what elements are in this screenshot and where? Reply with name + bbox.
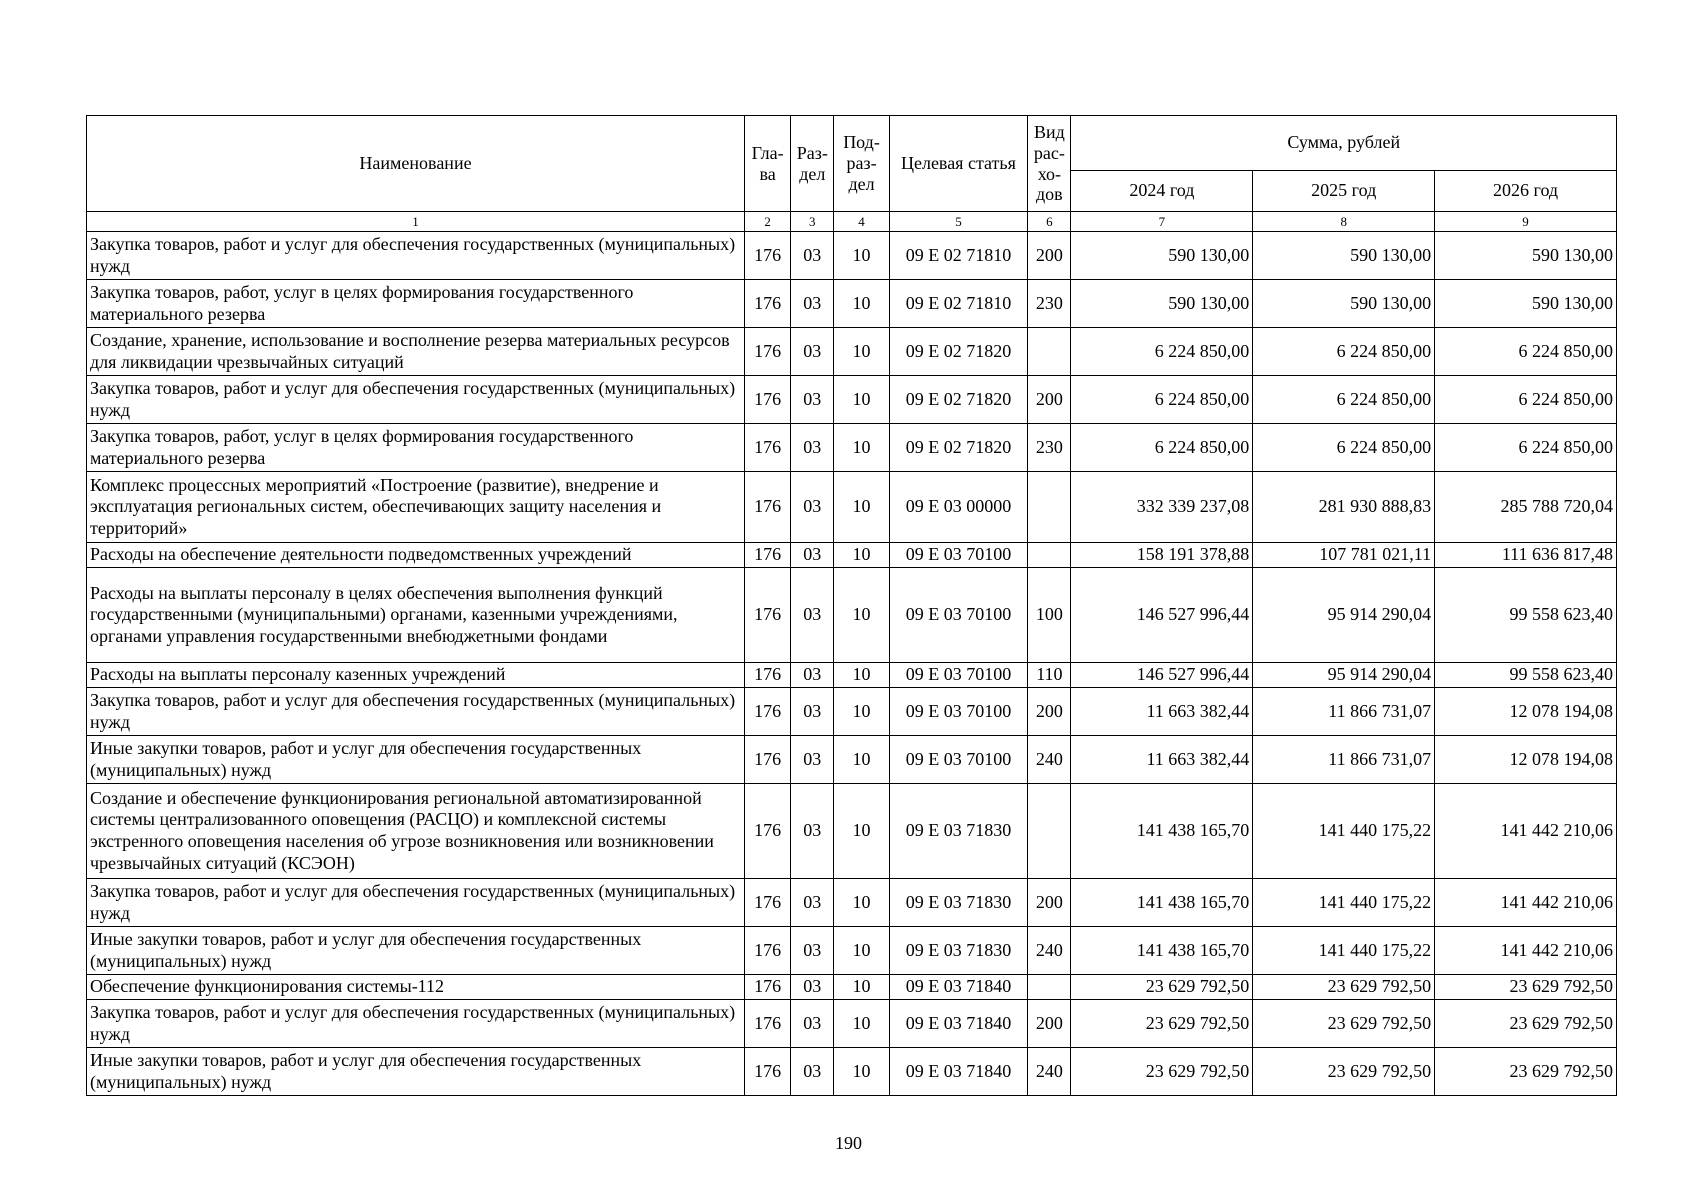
cell-target: 09 Е 03 71830 — [889, 927, 1028, 975]
cell-glava: 176 — [745, 1000, 791, 1048]
cell-glava: 176 — [745, 927, 791, 975]
table-row — [87, 736, 1617, 784]
cell-name: Закупка товаров, работ, услуг в целях формирования государственного материального резерва — [87, 280, 745, 328]
cell-amount-2025: 6 224 850,00 — [1253, 424, 1435, 472]
cell-name: Иные закупки товаров, работ и услуг для обеспечения государственных (муниципальных) нужд — [87, 1048, 745, 1096]
cell-amount-2026: 23 629 792,50 — [1435, 975, 1617, 1000]
cell-target: 09 Е 02 71810 — [889, 232, 1028, 280]
table-row — [87, 280, 1617, 328]
cell-target: 09 Е 03 71830 — [889, 879, 1028, 927]
cell-name: Обеспечение функционирования системы-112 — [87, 975, 745, 1000]
cell-amount-2026: 590 130,00 — [1435, 232, 1617, 280]
cell-razdel: 03 — [791, 328, 834, 376]
cell-target: 09 Е 03 70100 — [889, 543, 1028, 568]
cell-glava: 176 — [745, 232, 791, 280]
table-row — [87, 424, 1617, 472]
cell-target: 09 Е 02 71820 — [889, 328, 1028, 376]
table-row — [87, 975, 1617, 1000]
table-row — [87, 376, 1617, 424]
cell-target: 09 Е 03 70100 — [889, 568, 1028, 663]
cell-razdel: 03 — [791, 688, 834, 736]
cell-vid: 240 — [1028, 1048, 1071, 1096]
cell-name: Комплекс процессных мероприятий «Построение (развитие), внедрение и эксплуатация региональных систем, обеспечивающих защиту населения и территорий» — [87, 472, 745, 543]
cell-vid: 240 — [1028, 736, 1071, 784]
table-row — [87, 663, 1617, 688]
cell-vid: 200 — [1028, 879, 1071, 927]
header-target: Целевая статья — [889, 116, 1028, 212]
cell-podrazdel: 10 — [834, 280, 889, 328]
cell-razdel: 03 — [791, 736, 834, 784]
cell-amount-2026: 590 130,00 — [1435, 280, 1617, 328]
cell-podrazdel: 10 — [834, 663, 889, 688]
cell-amount-2025: 141 440 175,22 — [1253, 784, 1435, 879]
cell-glava: 176 — [745, 736, 791, 784]
cell-razdel: 03 — [791, 1048, 834, 1096]
column-number: 9 — [1435, 212, 1617, 232]
cell-amount-2025: 141 440 175,22 — [1253, 927, 1435, 975]
cell-name: Иные закупки товаров, работ и услуг для обеспечения государственных (муниципальных) нужд — [87, 736, 745, 784]
cell-amount-2026: 99 558 623,40 — [1435, 663, 1617, 688]
budget-sheet — [86, 115, 1617, 1096]
cell-target: 09 Е 03 70100 — [889, 688, 1028, 736]
cell-amount-2024: 23 629 792,50 — [1071, 1048, 1253, 1096]
cell-podrazdel: 10 — [834, 784, 889, 879]
cell-amount-2026: 141 442 210,06 — [1435, 879, 1617, 927]
cell-amount-2024: 6 224 850,00 — [1071, 328, 1253, 376]
cell-vid — [1028, 543, 1071, 568]
header-year-2025: 2025 год — [1253, 171, 1435, 212]
cell-amount-2026: 6 224 850,00 — [1435, 424, 1617, 472]
cell-glava: 176 — [745, 663, 791, 688]
header-year-2026: 2026 год — [1435, 171, 1617, 212]
cell-amount-2024: 146 527 996,44 — [1071, 568, 1253, 663]
cell-razdel: 03 — [791, 927, 834, 975]
cell-target: 09 Е 03 70100 — [889, 736, 1028, 784]
cell-podrazdel: 10 — [834, 472, 889, 543]
cell-podrazdel: 10 — [834, 328, 889, 376]
cell-amount-2025: 107 781 021,11 — [1253, 543, 1435, 568]
cell-razdel: 03 — [791, 543, 834, 568]
cell-vid: 100 — [1028, 568, 1071, 663]
page-number: 190 — [835, 1133, 862, 1153]
cell-name: Расходы на выплаты персоналу в целях обеспечения выполнения функций государственными (муниципальными) органами, казенными учреждениями, органами управления государственными внебюджетными фондами — [87, 568, 745, 663]
table-row — [87, 688, 1617, 736]
column-number: 3 — [791, 212, 834, 232]
header-vid: Вид рас-хо-дов — [1028, 116, 1071, 212]
cell-amount-2026: 6 224 850,00 — [1435, 328, 1617, 376]
cell-amount-2024: 590 130,00 — [1071, 280, 1253, 328]
cell-podrazdel: 10 — [834, 879, 889, 927]
cell-vid: 240 — [1028, 927, 1071, 975]
cell-amount-2025: 95 914 290,04 — [1253, 663, 1435, 688]
cell-glava: 176 — [745, 328, 791, 376]
cell-amount-2024: 590 130,00 — [1071, 232, 1253, 280]
column-number: 4 — [834, 212, 889, 232]
header-year-2024: 2024 год — [1071, 171, 1253, 212]
table-row — [87, 1000, 1617, 1048]
cell-amount-2025: 590 130,00 — [1253, 280, 1435, 328]
cell-amount-2024: 6 224 850,00 — [1071, 376, 1253, 424]
cell-amount-2026: 12 078 194,08 — [1435, 688, 1617, 736]
column-number: 5 — [889, 212, 1028, 232]
column-number-row — [87, 212, 1617, 232]
cell-amount-2026: 12 078 194,08 — [1435, 736, 1617, 784]
cell-target: 09 Е 02 71820 — [889, 376, 1028, 424]
table-row — [87, 543, 1617, 568]
table-body — [87, 232, 1617, 1096]
cell-name: Закупка товаров, работ и услуг для обеспечения государственных (муниципальных) нужд — [87, 879, 745, 927]
cell-vid: 110 — [1028, 663, 1071, 688]
table-row — [87, 784, 1617, 879]
cell-amount-2025: 590 130,00 — [1253, 232, 1435, 280]
cell-razdel: 03 — [791, 376, 834, 424]
cell-podrazdel: 10 — [834, 543, 889, 568]
cell-amount-2024: 146 527 996,44 — [1071, 663, 1253, 688]
cell-amount-2024: 141 438 165,70 — [1071, 784, 1253, 879]
table-row — [87, 879, 1617, 927]
cell-amount-2025: 11 866 731,07 — [1253, 688, 1435, 736]
cell-target: 09 Е 02 71810 — [889, 280, 1028, 328]
cell-name: Закупка товаров, работ и услуг для обеспечения государственных (муниципальных) нужд — [87, 376, 745, 424]
cell-podrazdel: 10 — [834, 688, 889, 736]
cell-name: Закупка товаров, работ и услуг для обеспечения государственных (муниципальных) нужд — [87, 232, 745, 280]
cell-target: 09 Е 02 71820 — [889, 424, 1028, 472]
cell-amount-2025: 11 866 731,07 — [1253, 736, 1435, 784]
cell-amount-2024: 332 339 237,08 — [1071, 472, 1253, 543]
cell-vid: 230 — [1028, 280, 1071, 328]
cell-amount-2026: 23 629 792,50 — [1435, 1048, 1617, 1096]
cell-target: 09 Е 03 71840 — [889, 1048, 1028, 1096]
cell-target: 09 Е 03 00000 — [889, 472, 1028, 543]
table-row — [87, 232, 1617, 280]
table-row — [87, 328, 1617, 376]
header-razdel: Раз-дел — [791, 116, 834, 212]
cell-target: 09 Е 03 71840 — [889, 1000, 1028, 1048]
cell-vid — [1028, 784, 1071, 879]
column-number: 1 — [87, 212, 745, 232]
cell-glava: 176 — [745, 543, 791, 568]
cell-glava: 176 — [745, 424, 791, 472]
cell-razdel: 03 — [791, 232, 834, 280]
cell-razdel: 03 — [791, 663, 834, 688]
cell-razdel: 03 — [791, 1000, 834, 1048]
cell-glava: 176 — [745, 688, 791, 736]
cell-amount-2024: 158 191 378,88 — [1071, 543, 1253, 568]
cell-amount-2026: 23 629 792,50 — [1435, 1000, 1617, 1048]
column-number: 6 — [1028, 212, 1071, 232]
cell-razdel: 03 — [791, 280, 834, 328]
cell-amount-2025: 23 629 792,50 — [1253, 1048, 1435, 1096]
column-number: 7 — [1071, 212, 1253, 232]
cell-podrazdel: 10 — [834, 1000, 889, 1048]
header-podrazdel: Под-раз-дел — [834, 116, 889, 212]
cell-name: Создание и обеспечение функционирования региональной автоматизированной системы централизованного оповещения (РАСЦО) и комплексной системы экстренного оповещения населения об угрозе возникновения или возникновении чрезвычайных ситуаций (КСЭОН) — [87, 784, 745, 879]
cell-vid: 200 — [1028, 1000, 1071, 1048]
cell-razdel: 03 — [791, 879, 834, 927]
cell-amount-2024: 6 224 850,00 — [1071, 424, 1253, 472]
table-row — [87, 927, 1617, 975]
cell-target: 09 Е 03 71840 — [889, 975, 1028, 1000]
cell-podrazdel: 10 — [834, 1048, 889, 1096]
cell-name: Закупка товаров, работ и услуг для обеспечения государственных (муниципальных) нужд — [87, 688, 745, 736]
cell-vid: 200 — [1028, 376, 1071, 424]
cell-vid — [1028, 472, 1071, 543]
cell-podrazdel: 10 — [834, 376, 889, 424]
cell-glava: 176 — [745, 784, 791, 879]
cell-amount-2024: 23 629 792,50 — [1071, 975, 1253, 1000]
cell-name: Закупка товаров, работ, услуг в целях формирования государственного материального резерва — [87, 424, 745, 472]
cell-podrazdel: 10 — [834, 568, 889, 663]
cell-vid — [1028, 328, 1071, 376]
cell-amount-2026: 141 442 210,06 — [1435, 784, 1617, 879]
cell-amount-2026: 6 224 850,00 — [1435, 376, 1617, 424]
cell-amount-2024: 141 438 165,70 — [1071, 927, 1253, 975]
cell-razdel: 03 — [791, 472, 834, 543]
cell-target: 09 Е 03 71830 — [889, 784, 1028, 879]
cell-amount-2024: 11 663 382,44 — [1071, 688, 1253, 736]
cell-vid: 230 — [1028, 424, 1071, 472]
header-glava: Гла-ва — [745, 116, 791, 212]
cell-vid — [1028, 975, 1071, 1000]
table-row — [87, 568, 1617, 663]
cell-glava: 176 — [745, 472, 791, 543]
cell-podrazdel: 10 — [834, 975, 889, 1000]
cell-podrazdel: 10 — [834, 736, 889, 784]
cell-podrazdel: 10 — [834, 927, 889, 975]
cell-glava: 176 — [745, 568, 791, 663]
cell-amount-2026: 141 442 210,06 — [1435, 927, 1617, 975]
cell-razdel: 03 — [791, 568, 834, 663]
cell-glava: 176 — [745, 975, 791, 1000]
cell-amount-2026: 111 636 817,48 — [1435, 543, 1617, 568]
cell-vid: 200 — [1028, 232, 1071, 280]
column-number: 8 — [1253, 212, 1435, 232]
cell-amount-2026: 99 558 623,40 — [1435, 568, 1617, 663]
cell-vid: 200 — [1028, 688, 1071, 736]
cell-amount-2025: 95 914 290,04 — [1253, 568, 1435, 663]
cell-amount-2025: 281 930 888,83 — [1253, 472, 1435, 543]
cell-name: Закупка товаров, работ и услуг для обеспечения государственных (муниципальных) нужд — [87, 1000, 745, 1048]
header-sum: Сумма, рублей — [1071, 116, 1617, 171]
cell-name: Иные закупки товаров, работ и услуг для обеспечения государственных (муниципальных) нужд — [87, 927, 745, 975]
cell-name: Расходы на обеспечение деятельности подведомственных учреждений — [87, 543, 745, 568]
cell-amount-2025: 23 629 792,50 — [1253, 975, 1435, 1000]
cell-podrazdel: 10 — [834, 232, 889, 280]
table-row — [87, 1048, 1617, 1096]
cell-glava: 176 — [745, 879, 791, 927]
cell-name: Расходы на выплаты персоналу казенных учреждений — [87, 663, 745, 688]
cell-glava: 176 — [745, 376, 791, 424]
cell-amount-2024: 11 663 382,44 — [1071, 736, 1253, 784]
budget-table — [86, 115, 1617, 1096]
cell-amount-2024: 141 438 165,70 — [1071, 879, 1253, 927]
cell-name: Создание, хранение, использование и восполнение резерва материальных ресурсов для ликвидации чрезвычайных ситуаций — [87, 328, 745, 376]
cell-amount-2024: 23 629 792,50 — [1071, 1000, 1253, 1048]
column-number: 2 — [745, 212, 791, 232]
cell-razdel: 03 — [791, 975, 834, 1000]
table-row — [87, 472, 1617, 543]
cell-podrazdel: 10 — [834, 424, 889, 472]
cell-glava: 176 — [745, 280, 791, 328]
cell-razdel: 03 — [791, 424, 834, 472]
cell-razdel: 03 — [791, 784, 834, 879]
cell-amount-2026: 285 788 720,04 — [1435, 472, 1617, 543]
header-name: Наименование — [87, 116, 745, 212]
cell-target: 09 Е 03 70100 — [889, 663, 1028, 688]
cell-amount-2025: 23 629 792,50 — [1253, 1000, 1435, 1048]
cell-amount-2025: 6 224 850,00 — [1253, 376, 1435, 424]
cell-amount-2025: 141 440 175,22 — [1253, 879, 1435, 927]
cell-glava: 176 — [745, 1048, 791, 1096]
cell-amount-2025: 6 224 850,00 — [1253, 328, 1435, 376]
